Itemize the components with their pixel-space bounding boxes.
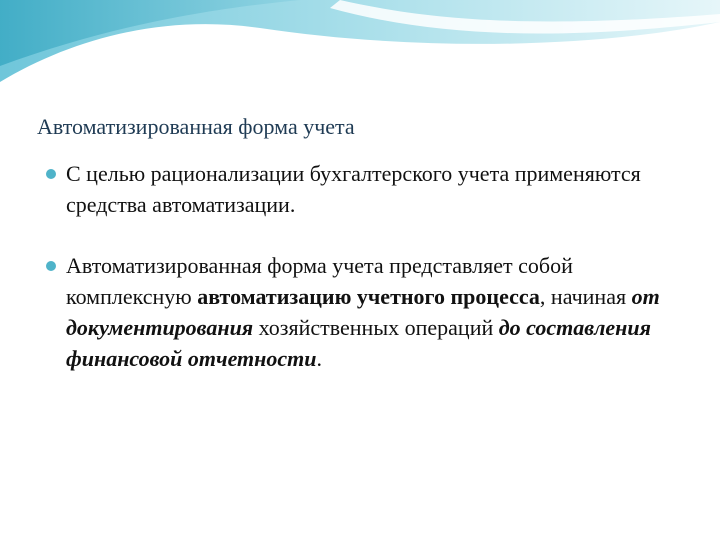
bullet-2-text-part1: Автоматизированная форма учета представляет собой комплексную	[66, 253, 573, 309]
bullet-list	[46, 158, 696, 374]
bullet-item-1	[46, 158, 696, 220]
bullet-2-bold-italic-phrase-2: до составления финансовой отчетности	[66, 315, 651, 371]
slide-title: Автоматизированная форма учета	[37, 114, 355, 139]
bullet-1-text: С целью рационализации бухгалтерского учета применяются средства автоматизации.	[66, 161, 641, 217]
bullet-2-text-part7: .	[316, 346, 322, 371]
bullet-dot-icon	[46, 169, 56, 179]
decorative-wave-header	[0, 0, 720, 110]
bullet-2-bold-phrase: автоматизацию учетного процесса	[197, 284, 540, 309]
bullet-item-2	[46, 250, 696, 374]
bullet-2-text-part5: хозяйственных операций	[253, 315, 499, 340]
bullet-2-text-part3: , начиная	[539, 284, 632, 309]
bullet-2-bold-italic-phrase-1: от документирования	[66, 284, 660, 340]
bullet-dot-icon	[46, 261, 56, 271]
